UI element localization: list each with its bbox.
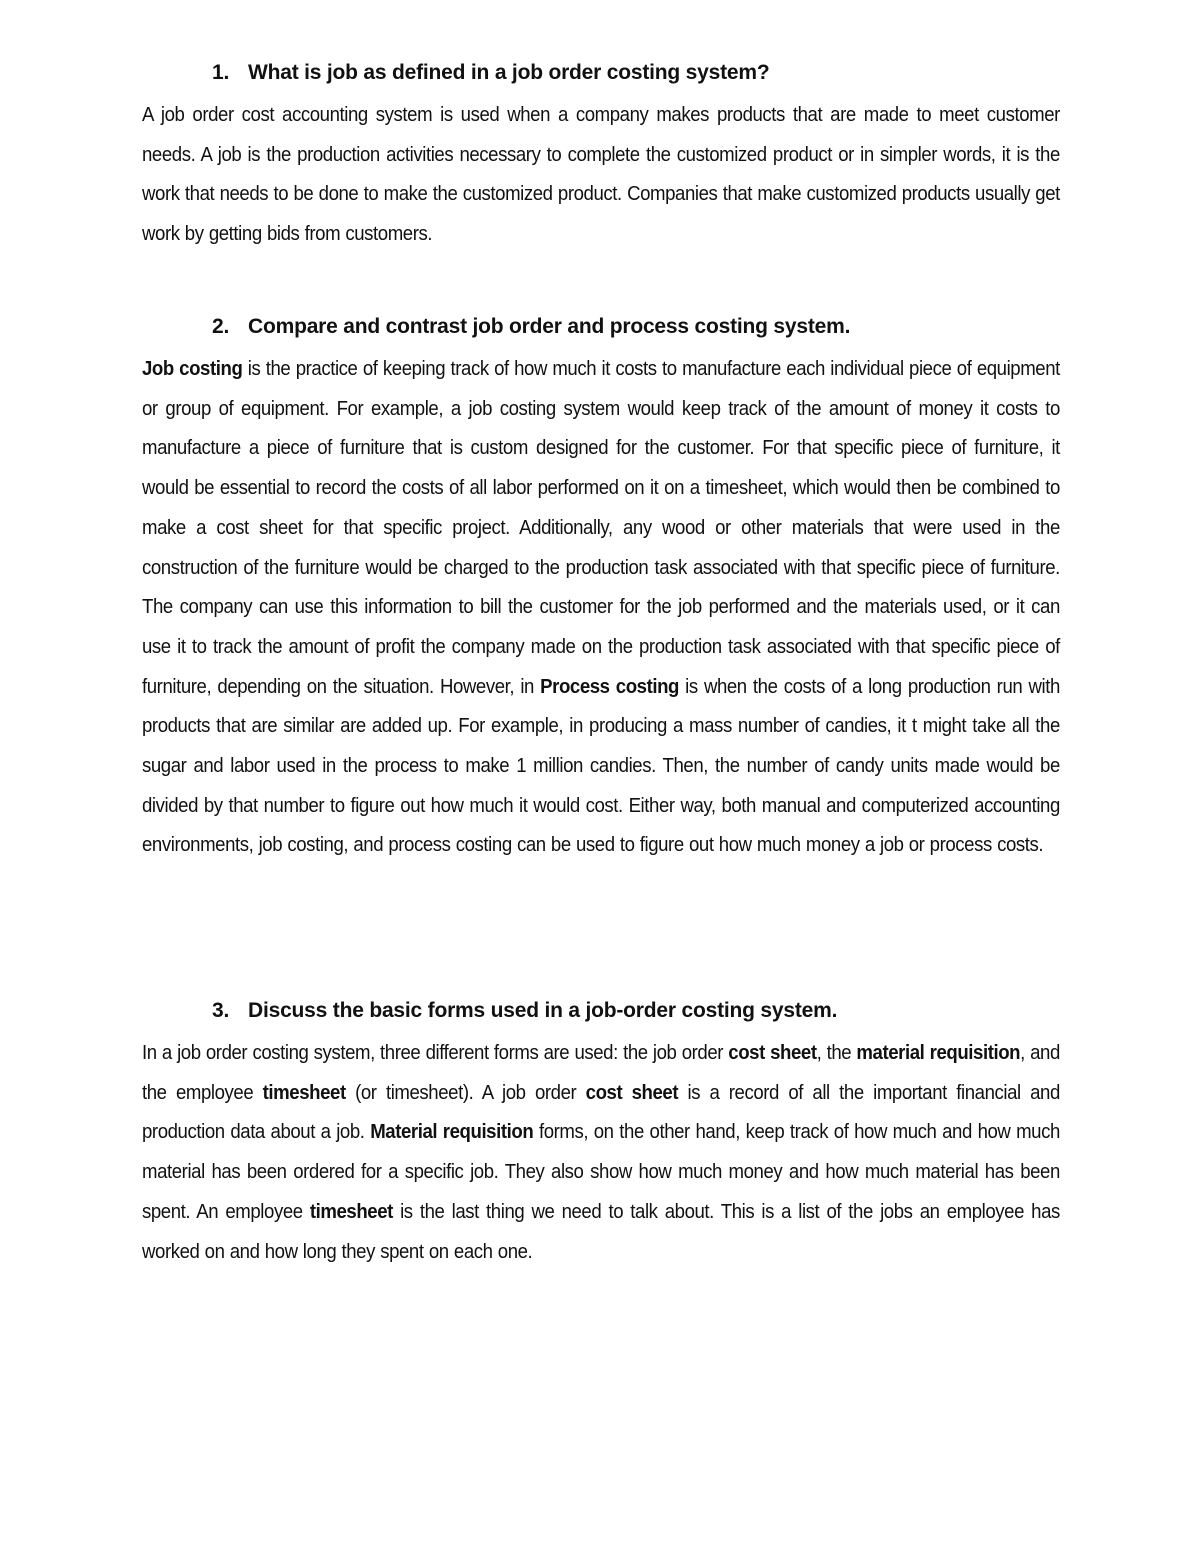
answer-text: is a record of all the important financial and production data about a job. [142,1081,1060,1144]
answer-text: is the last thing we need to talk about. This is a list of the jobs an employee has worked on and how long they spent on each one. [142,1200,1060,1263]
bold-term: material requisition [856,1042,1021,1064]
answer-text: is the practice of keeping track of how much it costs to manufacture each individual piece of equipment or group of equipment. For example, a job costing system would keep track of the amount of money it costs to manufacture a piece of furniture that is custom designed for the customer. For that specific piece of furniture, it would be essential to record the costs of all labor performed on it on a timesheet, which would then be combined to make a cost sheet for that specific project. Additionally, any wood or other materials that were used in the construction of the furniture would be charged to the production task associated with that specific piece of furniture. The company can use this information to bill the customer for the job performed and the materials used, or it can use it to track the amount of profit the company made on the production task associated with that specific piece of furniture, depending on the situation. However, in [142,358,1060,698]
answer-text: , and the employee [142,1042,1060,1104]
answer-text: is when the costs of a long production run with products that are similar are added up. For example, in producing a mass number of candies, it t might take all the sugar and labor used in the process to make 1 million candies. Then, the number of candy units made would be divided by that number to figure out how much it would cost. Either way, both manual and computerized accounting environments, job costing, and process costing can be used to figure out how much money a job or process costs. [142,675,1060,857]
bold-term: timesheet [309,1200,393,1223]
question-2-heading [212,312,1129,342]
question-3-section [142,996,1129,1272]
answer-text: (or timesheet). A job order [345,1081,586,1104]
bold-term: cost sheet [585,1081,679,1104]
question-2-section [142,312,1129,866]
answer-text: In a job order costing system, three different forms are used: the job order [142,1042,729,1064]
question-3-number: 3. [212,999,230,1022]
question-1-answer [142,96,1060,255]
question-3-answer [142,1034,1060,1272]
question-2-title: Compare and contrast job order and process costing system. [248,315,851,338]
question-3-title: Discuss the basic forms used in a job-order costing system. [248,999,838,1022]
bold-term: cost sheet [728,1042,817,1064]
question-1-heading [212,58,1129,88]
bold-term: Material requisition [370,1121,534,1144]
question-2-answer [142,350,1060,866]
question-3-heading [212,996,1129,1026]
bold-term: timesheet [262,1081,346,1104]
question-1-section [142,58,1129,255]
question-1-title: What is job as defined in a job order costing system? [248,61,770,84]
bold-term: Job costing [142,358,243,380]
question-2-number: 2. [212,315,230,338]
answer-text: forms, on the other hand, keep track of how much and how much material has been ordered for a specific job. They also show how much money and how much material has been spent. An employee [142,1121,1060,1223]
answer-text: , the [816,1042,857,1064]
answer-text: A job order cost accounting system is used when a company makes products that are made to meet customer needs. A job is the production activities necessary to complete the customized product or in simpler words, it is the work that needs to be done to make the customized product. Companies that make customized products usually get work by getting bids from customers. [142,104,1060,246]
question-1-number: 1. [212,61,230,84]
bold-term: Process costing [540,675,679,698]
